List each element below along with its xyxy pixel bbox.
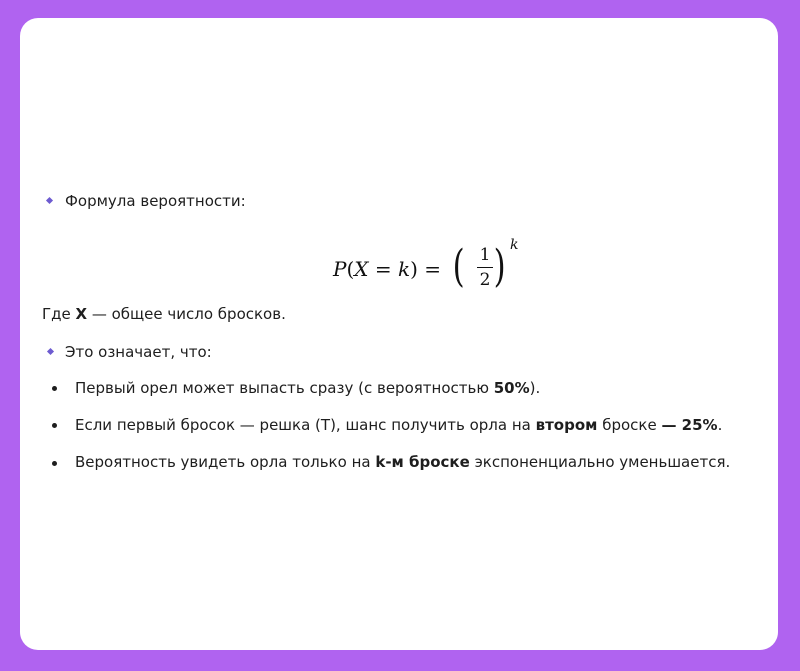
formula-heading: Формула вероятности: bbox=[65, 192, 246, 210]
fraction-bar bbox=[477, 267, 493, 268]
list-item: Вероятность увидеть орла только на k-м броске экспоненциально уменьшается. bbox=[75, 453, 731, 471]
list-item: Первый орел может выпасть сразу (с вероятностью 50%). bbox=[75, 379, 541, 397]
fraction-denominator: 2 bbox=[479, 270, 491, 290]
formula-x: X bbox=[354, 257, 369, 281]
big-close-paren: ) bbox=[493, 241, 506, 292]
fraction-numerator: 1 bbox=[479, 245, 491, 265]
formula-exponent: k bbox=[510, 237, 519, 253]
diamond-bullet-icon bbox=[47, 348, 54, 355]
definition-line bbox=[42, 304, 286, 324]
definition-bold: X bbox=[75, 305, 88, 323]
definition-suffix: — общее число бросков. bbox=[87, 305, 286, 323]
list-item: Если первый бросок — решка (T), шанс получить орла на втором броске — 25%. bbox=[75, 416, 723, 434]
meaning-heading: Это означает, что: bbox=[65, 343, 212, 361]
big-open-paren: ( bbox=[452, 241, 465, 292]
formula-close-paren: ) bbox=[410, 257, 418, 281]
formula-p: P bbox=[333, 257, 347, 281]
formula-equals: = bbox=[368, 257, 399, 281]
dot-bullet-icon bbox=[52, 386, 57, 391]
content-area bbox=[20, 18, 778, 650]
formula-open-paren: ( bbox=[346, 257, 355, 281]
diamond-bullet-icon bbox=[46, 197, 53, 204]
fraction bbox=[477, 245, 493, 290]
content-card bbox=[20, 18, 778, 650]
definition-prefix: Где bbox=[42, 305, 76, 323]
dot-bullet-icon bbox=[52, 461, 57, 466]
formula-k: k bbox=[398, 257, 411, 281]
formula-lhs bbox=[333, 257, 441, 281]
formula-equals-2: = bbox=[417, 257, 442, 281]
dot-bullet-icon bbox=[52, 423, 57, 428]
